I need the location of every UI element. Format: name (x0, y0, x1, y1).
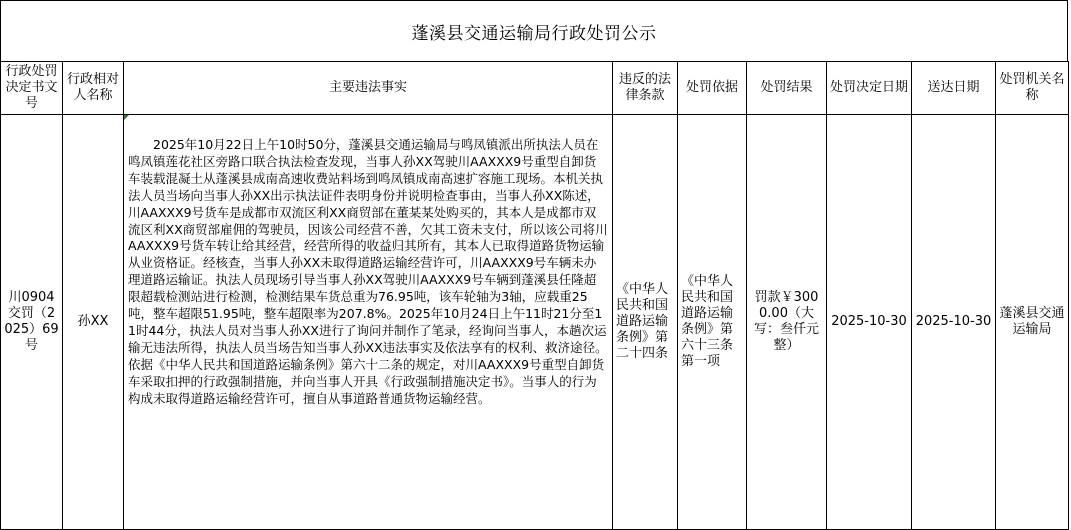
header-decision-date: 处罚决定日期 (827, 62, 912, 115)
cell-authority: 蓬溪县交通运输局 (996, 115, 1069, 530)
penalty-table (0, 61, 1069, 530)
cell-doc-no: 川0904交罚（2025）69号 (1, 115, 63, 530)
sheet-title: 蓬溪县交通运输局行政处罚公示 (0, 0, 1068, 62)
header-basis: 处罚依据 (678, 62, 747, 115)
header-doc-no: 行政处罚决定书文号 (1, 62, 63, 115)
cell-party: 孙XX (63, 115, 124, 530)
header-party: 行政相对人名称 (63, 62, 124, 115)
facts-text: 2025年10月22日上午10时50分，蓬溪县交通运输局与鸣凤镇派出所执法人员在鸣凤镇莲花社区旁路口联合执法检查发现，当事人孙XX驾驶川AAXXX9号重型自卸货车装载混凝土从蓬溪县成南高速收费站料场到鸣凤镇成南高速扩容施工现场。本机关执法人员当场向当事人孙XX出示执法证件表明身份并说明检查事由，当事人孙XX陈述，川AAXXX9号货车是成都市双流区利XX商贸部在董某某处购买的，其本人是成都市双流区利XX商贸部雇佣的驾驶员，因该公司经营不善，欠其工资未支付，所以该公司将川AAXXX9号货车转让给其经营，经营所得的收益归其所有，其本人已取得道路货物运输从业资格证。经核查，当事人孙XX未取得道路运输经营许可，川AAXXX9号车辆未办理道路运输证。执法人员现场引导当事人孙XX驾驶川AAXXX9号车辆到蓬溪县任隆超限超载检测站进行检测，检测结果车货总重为76.95吨，该车轮轴为3轴，应载重25吨，整车超限51.95吨，整车超限率为207.8%。2025年10月24日上午11时21分至11时44分，执法人员对当事人孙XX进行了询问并制作了笔录，经询问当事人，本趟次运输无违法所得，执法人员当场告知当事人孙XX违法事实及依法享有的权利、救济途径。依据《中华人民共和国道路运输条例》第六十二条的规定，对川AAXXX9号重型自卸货车采取扣押的行政强制措施，并向当事人开具《行政强制措施决定书》。当事人的行为构成未取得道路运输经营许可，擅自从事道路普通货物运输经营。 (128, 137, 608, 406)
header-violated-clause: 违反的法律条款 (613, 62, 678, 115)
cell-decision-date: 2025-10-30 (827, 115, 912, 530)
header-facts: 主要违法事实 (124, 62, 613, 115)
header-result: 处罚结果 (747, 62, 827, 115)
cell-basis: 《中华人民共和国道路运输条例》第六十三条第一项 (678, 115, 747, 530)
cell-delivery-date: 2025-10-30 (912, 115, 996, 530)
cell-result: 罚款￥3000.00（大写：叁仟元整） (747, 115, 827, 530)
cell-facts (124, 115, 613, 530)
header-row (1, 62, 1069, 115)
header-authority: 处罚机关名称 (996, 62, 1069, 115)
cell-comment-marker (124, 115, 129, 120)
table-row (1, 115, 1069, 530)
header-delivery-date: 送达日期 (912, 62, 996, 115)
cell-violated-clause: 《中华人民共和国道路运输条例》第二十四条 (613, 115, 678, 530)
